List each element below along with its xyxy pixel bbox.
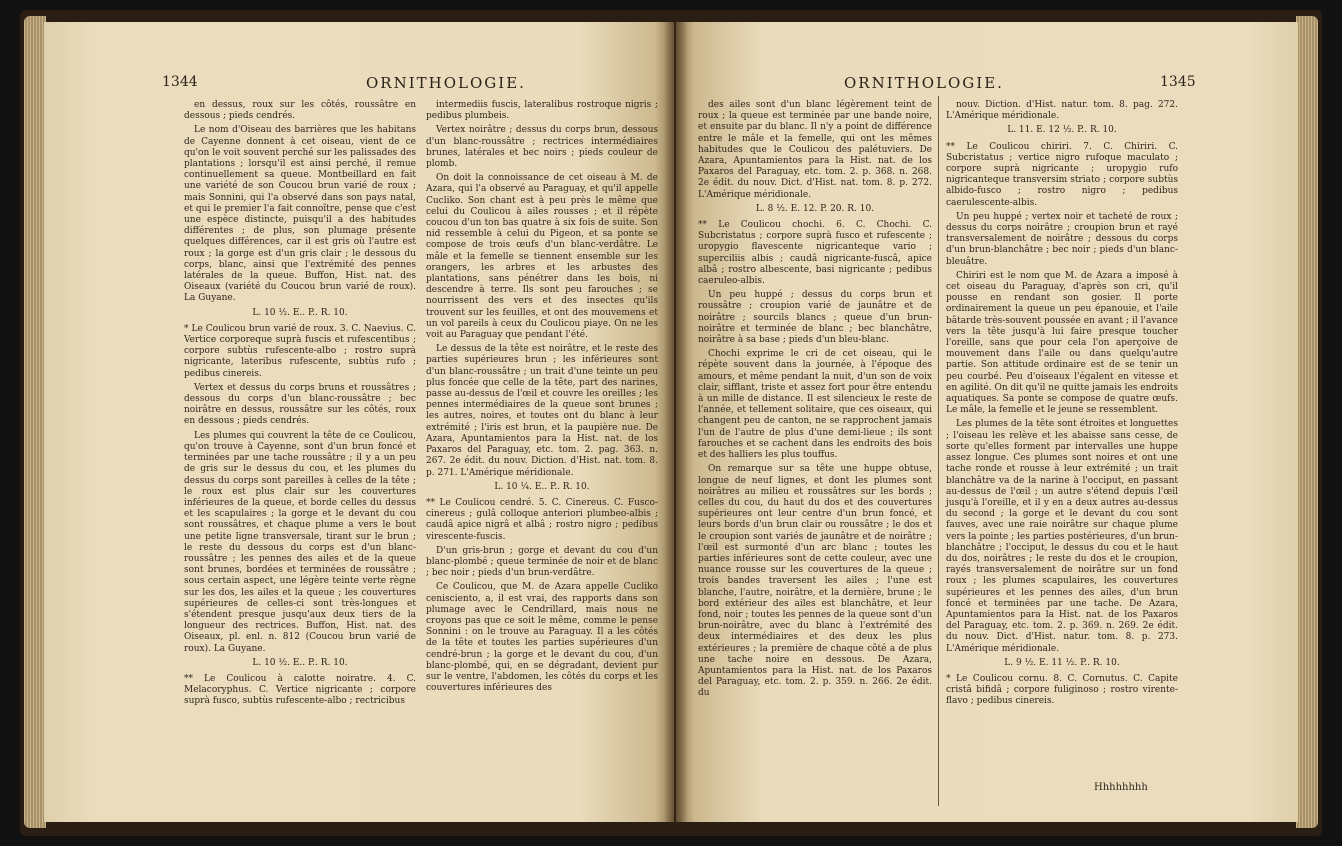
paragraph: Un peu huppé ; dessus du corps brun et roussâtre ; croupion varié de jaunâtre et de noirâtre ; sourcils blancs ; queue d'un brun-noirâtre et terminée de blanc ; bec blanchâtre, noirâtre à sa base ; pieds d'un bleu-blanc. xyxy=(698,290,932,346)
paragraph: L. 8 ½. E. 12. P. 20. R. 10. xyxy=(755,203,875,214)
paragraph: On doit la connoissance de cet oiseau à M. de Azara, qui l'a observé au Paraguay, et qu'il appelle Cucliko. Son chant est à peu près le même que celui du Coulicou à ailes rousses ; et il répète coucou d'un ton bas quatre à six fois de suite. Son nid ressemble à celui du Pigeon, et sa ponte se compose de trois œufs d'un blanc-verdâtre. Le mâle et la femelle se tiennent ensemble sur les orangers, les arbres et les arbustes des plantations, sans pénétrer dans les bois, ni descendre à terre. Ils sont peu farouches ; se nourrissent des vers et des insectes qu'ils trouvent sur les feuilles, et ont des mouvemens et un vol pareils à ceux du Coulicou piaye. On ne les voit au Paraguay que pendant l'été. xyxy=(426,173,658,341)
paragraph: D'un gris-brun ; gorge et devant du cou d'un blanc-plombé ; queue terminée de noir et de blanc ; bec noir ; pieds d'un brun-verdâtre. xyxy=(426,545,658,579)
paragraph: L. 9 ½. E. 11 ½. P.. R. 10. xyxy=(1004,657,1120,668)
paragraph: * Le Coulicou cornu. 8. C. Cornutus. C. Capite cristâ bifidâ ; corpore fuliginoso ; rostro virente-flavo ; pedibus cinereis. xyxy=(946,673,1178,707)
paragraph: Le nom d'Oiseau des barrières que les habitans de Cayenne donnent à cet oiseau, vient de ce qu'on le voit souvent perché sur les palissades des plantations ; lorsqu'il est ainsi perché, il remue continuellement sa queue. Montbeillard en fait une variété de son Coucou brun varié de roux ; mais Sonnini, qui l'a observé dans son pays natal, et qui le premier l'a fait connoître, pense que c'est une espèce distincte, puisqu'il a des habitudes différentes ; de plus, son plumage présente quelques différences, car il est gris où l'autre est roux ; la gorge est d'un gris clair ; le dessous du corps, blanc, ainsi que l'extrémité des pennes latérales de la queue. Buffon, Hist. nat. des Oiseaux (variété du Coucou brun varié de roux). La Guyane. xyxy=(184,125,416,304)
page-edges-left xyxy=(24,16,46,828)
text-column-1 xyxy=(698,100,932,703)
paragraph: Les plumes de la tête sont étroites et longuettes ; l'oiseau les relève et les abaisse sans cesse, de sorte qu'elles forment par intervalles une huppe assez longue. Ces plumes sont noires et ont une tache ronde et rousse à leur extrémité ; un trait blanchâtre va de la narine à l'occiput, en passant au-dessus de l'œil ; un autre s'étend depuis l'œil jusqu'à l'oreille, et il y en a deux autres au-dessus du second ; la gorge et le devant du cou sont fauves, avec une raie noirâtre sur chaque plume vers la pointe ; les parties postérieures, d'un brun-blanchâtre ; l'occiput, le dessus du cou et le haut du dos, noirâtres ; le reste du dos et le croupion, rayés transversalement de noirâtre sur un fond roux ; les plumes scapulaires, les couvertures supérieures et les pennes des ailes, d'un brun foncé et terminées par une tache. De Azara, Apuntamientos para la Hist. nat. de los Paxaros del Paraguay, etc. tom. 2. p. 369. n. 269. 2e édit. du nouv. Dict. d'Hist. natur. tom. 8. p. 273. L'Amérique méridionale. xyxy=(946,419,1178,654)
paragraph: * Le Coulicou brun varié de roux. 3. C. Naevius. C. Vertice corporeque suprà fuscis et rufescentibus ; corpore subtùs rufescente-albo ; rostro suprà nigricante, lateribus rufescente, subtùs rufo ; pedibus cinereis. xyxy=(184,323,416,379)
column-rule xyxy=(938,96,939,806)
paragraph: ** Le Coulicou chochi. 6. C. Chochi. C. Subcristatus ; corpore suprà fusco et rufescente ; uropygio flavescente nigricanteque vario ; superciliis albis ; caudâ nigricante-fuscâ, apice albâ ; rostro albescente, basi nigricante ; pedibus caeruleo-albis. xyxy=(698,220,932,287)
page-number: 1344 xyxy=(162,74,198,90)
page-edges-right xyxy=(1296,16,1318,828)
gutter-shadow xyxy=(664,22,688,822)
page-number: 1345 xyxy=(1160,74,1196,90)
running-head: ORNITHOLOGIE. xyxy=(366,74,526,92)
paragraph: ** Le Coulicou à calotte noiratre. 4. C. Melacoryphus. C. Vertice nigricante ; corpore suprà fusco, subtùs rufescente-albo ; rectricibus xyxy=(184,673,416,707)
paragraph: Ce Coulicou, que M. de Azara appelle Cucliko cenisciento, a, il est vrai, des rapports dans son plumage avec le Cendrillard, mais nous ne croyons pas que ce soit le même, comme le pense Sonnini : on le trouve au Paraguay. Il a les côtés de la tête et toutes les parties supérieures d'un cendré-brun ; la gorge et le devant du cou, d'un blanc-plombé, qui, en se dégradant, devient pur sur le ventre, l'abdomen, les côtés du corps et les couvertures inférieures des xyxy=(426,582,658,694)
paragraph: Vertex et dessus du corps bruns et roussâtres ; dessous du corps d'un blanc-roussâtre ; bec noirâtre en dessus, roussâtre sur les côtés, roux en dessous ; pieds cendrés. xyxy=(184,382,416,427)
text-column-2 xyxy=(426,100,658,697)
paragraph: Chochi exprime le cri de cet oiseau, qui le répète souvent dans la journée, à l'époque des amours, et même pendant la nuit, d'un son de voix clair, sifflant, triste et assez fort pour être entendu à un mille de distance. Il est silencieux le reste de l'année, et tellement solitaire, que ces oiseaux, qui changent peu de canton, ne se rapprochent jamais l'un de l'autre de plus d'une demi-lieue ; ils sont farouches et se cachent dans les endroits des bois et des halliers les plus touffus. xyxy=(698,349,932,461)
running-head: ORNITHOLOGIE. xyxy=(844,74,1004,92)
paragraph: Le dessus de la tête est noirâtre, et le reste des parties supérieures brun ; les inférieures sont d'un blanc-roussâtre ; un trait d'une teinte un peu plus foncée que celle de la tête, part des narines, passe au-dessus de l'œil et couvre les oreilles ; les pennes intermédiaires de la queue sont brunes ; les autres, noires, et toutes ont du blanc à leur extrémité ; l'iris est brun, et la paupière nue. De Azara, Apuntamientos para la Hist. nat. de los Paxaros del Paraguay, etc. tom. 2. pag. 363. n. 267. 2e édit. du nouv. Diction. d'Hist. nat. tom. 8. p. 271. L'Amérique méridionale. xyxy=(426,344,658,478)
paragraph: des ailes sont d'un blanc légèrement teint de roux ; la queue est terminée par une bande noire, et ensuite par du blanc. Il n'y a point de différence entre le mâle et la femelle, qui ont les mêmes habitudes que le Coulicou des palétuviers. De Azara, Apuntamientos para la Hist. nat. de los Paxaros del Paraguay, etc. tom. 2. p. 368. n. 268. 2e édit. du nouv. Dict. d'Hist. nat. tom. 8. p. 272. L'Amérique méridionale. xyxy=(698,100,932,200)
paragraph: nouv. Diction. d'Hist. natur. tom. 8. pag. 272. L'Amérique méridionale. xyxy=(946,100,1178,122)
paragraph: ** Le Coulicou chiriri. 7. C. Chiriri. C. Subcristatus ; vertice nigro rufoque maculato ; corpore suprà nigricante ; uropygio rufo nigricanteque transversim striato ; corpore subtùs albido-fusco ; rostro nigro ; pedibus caerulescente-albis. xyxy=(946,141,1178,208)
paragraph: L. 10 ½. E.. P.. R. 10. xyxy=(252,657,348,668)
left-page xyxy=(44,22,674,822)
paragraph: Un peu huppé ; vertex noir et tacheté de roux ; dessus du corps noirâtre ; croupion brun et rayé transversalement de noirâtre ; dessous du corps d'un brun-blanchâtre ; bec noir ; pieds d'un blanc-bleuâtre. xyxy=(946,211,1178,267)
paragraph: intermediis fuscis, lateralibus rostroque nigris ; pedibus plumbeis. xyxy=(426,100,658,122)
paragraph: L. 11. E. 12 ½. P.. R. 10. xyxy=(1007,125,1117,136)
paragraph: en dessus, roux sur les côtés, roussâtre en dessous ; pieds cendrés. xyxy=(184,100,416,122)
signature-mark: Hhhhhhhh xyxy=(1094,782,1148,793)
paragraph: Les plumes qui couvrent la tête de ce Coulicou, qu'on trouve à Cayenne, sont d'un brun foncé et terminées par une tache roussâtre ; il y a un peu de gris sur le dessus du cou, et les plumes du dessus du corps sont pareilles à celles de la tête ; le roux est plus clair sur les couvertures inférieures de la queue, et borde celles du dessus et les scapulaires ; la gorge et le devant du cou sont roussâtres, et chaque plume a vers le bout une petite ligne transversale, tirant sur le brun ; le reste du dessous du corps est d'un blanc-roussâtre ; les pennes des ailes et de la queue sont brunes, bordées et terminées de roussâtre ; sous certain aspect, une légère teinte verte règne sur les dos, les ailes et la queue ; les couvertures supérieures de celles-ci sont très-longues et s'étendent presque jusqu'aux deux tiers de la longueur des rectrices. Buffon, Hist. nat. des Oiseaux, pl. enl. n. 812 (Coucou brun varié de roux). La Guyane. xyxy=(184,430,416,654)
text-column-2 xyxy=(946,100,1178,711)
paragraph: Chiriri est le nom que M. de Azara a imposé à cet oiseau du Paraguay, d'après son cri, qu'il pousse en rendant son gosier. Il porte ordinairement la queue un peu épanouie, et l'aile bâtarde très-souvent poussée en avant ; il l'avance vers la tête jusqu'à lui faire presque toucher l'oreille, sans que pour cela l'on aperçoive de mouvement dans l'aile ou dans quelqu'autre partie. Son attitude ordinaire est de se tenir un peu courbé. Peu d'oiseaux l'égalent en vitesse et en agilité. On dit qu'il ne quitte jamais les endroits aquatiques. Sa ponte se compose de quatre œufs. Le mâle, la femelle et le jeune se ressemblent. xyxy=(946,270,1178,416)
paragraph: L. 10 ½. E.. P.. R. 10. xyxy=(252,307,348,318)
paragraph: L. 10 ¼. E.. P.. R. 10. xyxy=(494,481,590,492)
paragraph: On remarque sur sa tête une huppe obtuse, longue de neuf lignes, et dont les plumes sont noirâtres au milieu et roussâtres sur les bords ; celles du cou, du haut du dos et des couvertures supérieures ont leur centre d'un brun foncé, et leurs bords d'un brun clair ou roussâtre ; le dos et le croupion sont variés de jaunâtre et de noirâtre ; l'œil est surmonté d'un arc blanc ; toutes les parties inférieures sont de cette couleur, avec une nuance rousse sur les couvertures de la queue ; trois bandes traversent les ailes ; l'une est blanche, l'autre, noirâtre, et la dernière, brune ; le bord extérieur des ailes est blanchâtre, et leur fond, noir ; toutes les pennes de la queue sont d'un brun-noirâtre, avec du blanc à l'extrémité des deux intermédiaires et des deux les plus extérieures ; la première de chaque côté a de plus une tache noire en dessous. De Azara, Apuntamientos para la Hist. nat. de los Paxaros del Paraguay, etc. tom. 2. p. 359. n. 266. 2e édit. du xyxy=(698,464,932,699)
text-column-1 xyxy=(184,100,416,711)
right-page xyxy=(676,22,1298,822)
paragraph: Vertex noirâtre ; dessus du corps brun, dessous d'un blanc-roussâtre ; rectrices intermédiaires brunes, latérales et bec noirs ; pieds couleur de plomb. xyxy=(426,125,658,170)
paragraph: ** Le Coulicou cendré. 5. C. Cinereus. C. Fusco-cinereus ; gulâ colloque anteriori plumbeo-albis ; caudâ apice nigrâ et albâ ; rostro nigro ; pedibus virescente-fuscis. xyxy=(426,497,658,542)
